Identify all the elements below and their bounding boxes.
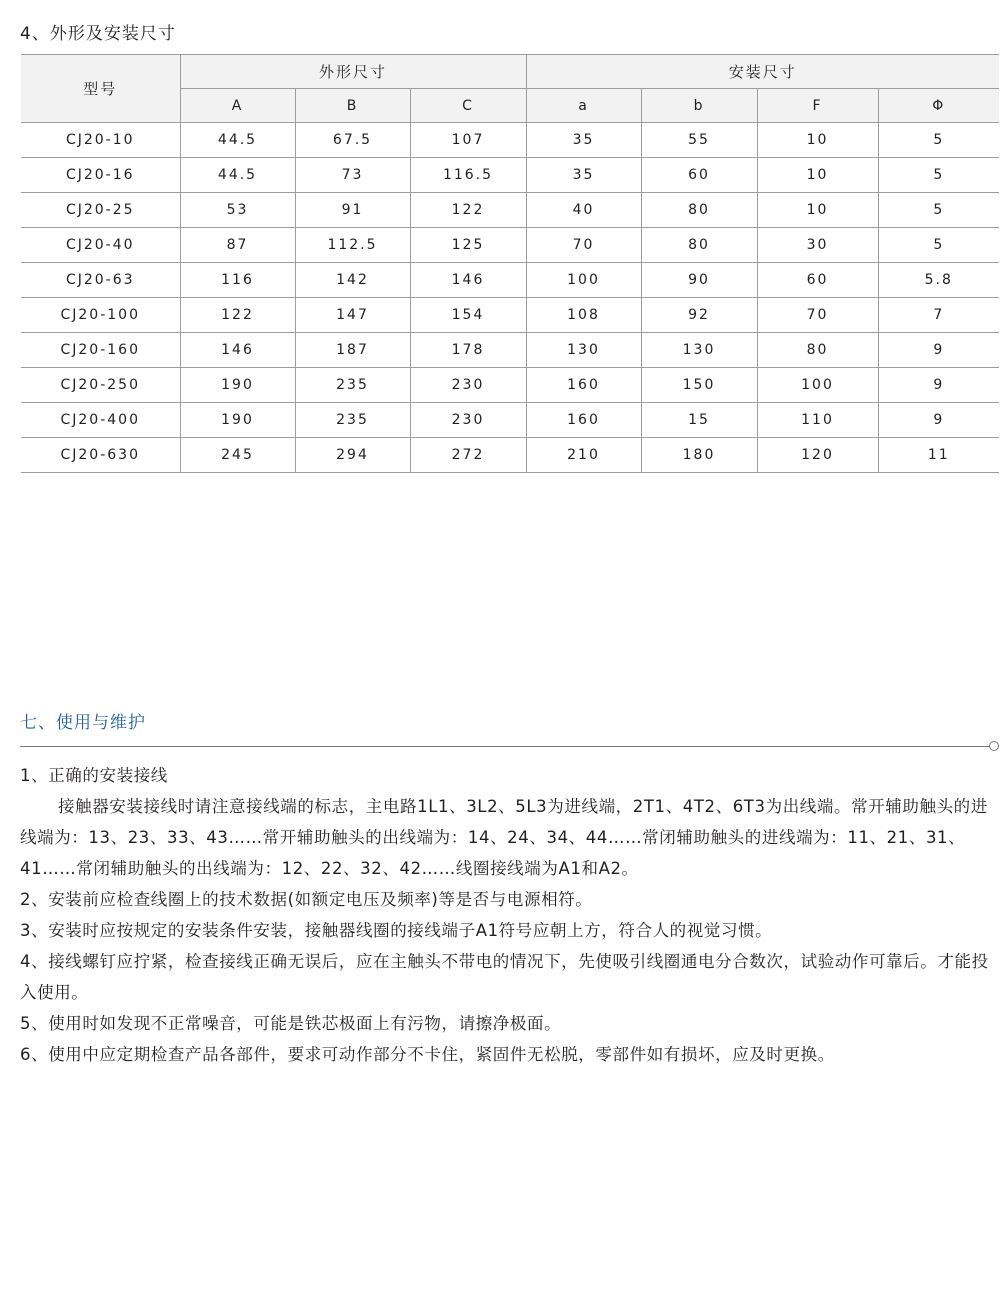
divider-end-circle bbox=[989, 741, 999, 751]
paragraph: 2、安装前应检查线圈上的技术数据(如额定电压及频率)等是否与电源相符。 bbox=[20, 890, 593, 909]
dimension-cell: 130 bbox=[641, 333, 757, 368]
dimension-cell: 53 bbox=[180, 193, 295, 228]
table-row bbox=[21, 438, 999, 473]
dimension-cell: 10 bbox=[757, 158, 878, 193]
dimension-cell: 40 bbox=[526, 193, 641, 228]
dimension-cell: 110 bbox=[757, 403, 878, 438]
dimension-cell: 160 bbox=[526, 368, 641, 403]
column-header: Φ bbox=[878, 89, 999, 123]
dimension-cell: 178 bbox=[410, 333, 526, 368]
table-row bbox=[21, 228, 999, 263]
dimension-cell: 70 bbox=[526, 228, 641, 263]
dimension-cell: 112.5 bbox=[295, 228, 410, 263]
table-row bbox=[21, 263, 999, 298]
column-header: C bbox=[410, 89, 526, 123]
dimension-cell: 5 bbox=[878, 228, 999, 263]
table-row bbox=[21, 298, 999, 333]
dimension-cell: 5 bbox=[878, 193, 999, 228]
dimension-cell: 10 bbox=[757, 123, 878, 158]
model-cell: CJ20-630 bbox=[21, 438, 180, 473]
dimension-cell: 120 bbox=[757, 438, 878, 473]
dimension-cell: 80 bbox=[757, 333, 878, 368]
paragraph: 4、接线螺钉应拧紧，检查接线正确无误后，应在主触头不带电的情况下，先使吸引线圈通电分合数次，试验动作可靠后。才能投入使用。 bbox=[20, 952, 989, 1002]
mounting-dimensions-header: 安装尺寸 bbox=[526, 55, 999, 89]
table-row bbox=[21, 193, 999, 228]
dimension-cell: 35 bbox=[526, 123, 641, 158]
dimension-cell: 60 bbox=[641, 158, 757, 193]
paragraph: 5、使用时如发现不正常噪音，可能是铁芯极面上有污物，请擦净极面。 bbox=[20, 1014, 562, 1033]
dimension-cell: 116.5 bbox=[410, 158, 526, 193]
maintenance-text bbox=[20, 760, 998, 1070]
dimension-cell: 9 bbox=[878, 333, 999, 368]
dimension-cell: 187 bbox=[295, 333, 410, 368]
dimension-cell: 5 bbox=[878, 158, 999, 193]
model-cell: CJ20-160 bbox=[21, 333, 180, 368]
dimension-cell: 11 bbox=[878, 438, 999, 473]
model-header: 型号 bbox=[21, 55, 180, 123]
model-cell: CJ20-25 bbox=[21, 193, 180, 228]
model-cell: CJ20-250 bbox=[21, 368, 180, 403]
dimension-cell: 190 bbox=[180, 403, 295, 438]
model-cell: CJ20-10 bbox=[21, 123, 180, 158]
table-row bbox=[21, 403, 999, 438]
table-row bbox=[21, 158, 999, 193]
model-cell: CJ20-40 bbox=[21, 228, 180, 263]
dimension-cell: 44.5 bbox=[180, 158, 295, 193]
paragraph: 1、正确的安装接线 bbox=[20, 766, 168, 785]
dimension-cell: 230 bbox=[410, 368, 526, 403]
dimensions-table bbox=[21, 54, 999, 473]
column-header: a bbox=[526, 89, 641, 123]
dimension-cell: 180 bbox=[641, 438, 757, 473]
dimension-cell: 70 bbox=[757, 298, 878, 333]
dimension-cell: 91 bbox=[295, 193, 410, 228]
dimension-cell: 235 bbox=[295, 368, 410, 403]
model-cell: CJ20-400 bbox=[21, 403, 180, 438]
dimension-cell: 150 bbox=[641, 368, 757, 403]
dimension-cell: 125 bbox=[410, 228, 526, 263]
dimension-cell: 60 bbox=[757, 263, 878, 298]
model-cell: CJ20-63 bbox=[21, 263, 180, 298]
dimension-cell: 142 bbox=[295, 263, 410, 298]
dimension-cell: 67.5 bbox=[295, 123, 410, 158]
dimension-cell: 230 bbox=[410, 403, 526, 438]
dimension-cell: 7 bbox=[878, 298, 999, 333]
section-heading: 4、外形及安装尺寸 bbox=[20, 24, 176, 44]
paragraph: 3、安装时应按规定的安装条件安装，接触器线圈的接线端子A1符号应朝上方，符合人的视觉习惯。 bbox=[20, 921, 773, 940]
dimension-cell: 272 bbox=[410, 438, 526, 473]
outline-dimensions-header: 外形尺寸 bbox=[180, 55, 526, 89]
dimension-cell: 80 bbox=[641, 193, 757, 228]
dimension-cell: 154 bbox=[410, 298, 526, 333]
table-row bbox=[21, 123, 999, 158]
dimension-cell: 130 bbox=[526, 333, 641, 368]
dimension-cell: 9 bbox=[878, 403, 999, 438]
column-header: A bbox=[180, 89, 295, 123]
dimension-cell: 107 bbox=[410, 123, 526, 158]
dimension-cell: 5 bbox=[878, 123, 999, 158]
dimension-cell: 160 bbox=[526, 403, 641, 438]
dimension-cell: 44.5 bbox=[180, 123, 295, 158]
dimension-cell: 146 bbox=[180, 333, 295, 368]
dimension-cell: 122 bbox=[410, 193, 526, 228]
dimension-cell: 10 bbox=[757, 193, 878, 228]
dimension-cell: 92 bbox=[641, 298, 757, 333]
dimension-cell: 35 bbox=[526, 158, 641, 193]
dimension-cell: 73 bbox=[295, 158, 410, 193]
dimension-cell: 55 bbox=[641, 123, 757, 158]
dimension-cell: 100 bbox=[526, 263, 641, 298]
dimension-cell: 90 bbox=[641, 263, 757, 298]
table-row bbox=[21, 368, 999, 403]
dimension-cell: 245 bbox=[180, 438, 295, 473]
dimension-cell: 30 bbox=[757, 228, 878, 263]
dimension-cell: 116 bbox=[180, 263, 295, 298]
dimension-cell: 100 bbox=[757, 368, 878, 403]
dimension-cell: 80 bbox=[641, 228, 757, 263]
paragraph: 6、使用中应定期检查产品各部件，要求可动作部分不卡住，紧固件无松脱，零部件如有损坏，应及时更换。 bbox=[20, 1045, 835, 1064]
dimension-cell: 294 bbox=[295, 438, 410, 473]
model-cell: CJ20-100 bbox=[21, 298, 180, 333]
dimension-cell: 5.8 bbox=[878, 263, 999, 298]
dimension-cell: 15 bbox=[641, 403, 757, 438]
dimension-cell: 87 bbox=[180, 228, 295, 263]
dimension-cell: 146 bbox=[410, 263, 526, 298]
column-header: b bbox=[641, 89, 757, 123]
title-divider bbox=[20, 746, 990, 747]
chapter-title: 七、使用与维护 bbox=[20, 713, 146, 733]
model-cell: CJ20-16 bbox=[21, 158, 180, 193]
paragraph: 接触器安装接线时请注意接线端的标志，主电路1L1、3L2、5L3为进线端，2T1、4T2、6T3为出线端。常开辅助触头的进线端为：13、23、33、43……常开辅助触头的出线端为：14、24、34、44……常闭辅助触头的进线端为：11、21、31、41……常闭辅助触头的出线端为：12、22、32、42……线圈接线端为A1和A2。 bbox=[20, 797, 988, 878]
dimension-cell: 210 bbox=[526, 438, 641, 473]
dimension-cell: 108 bbox=[526, 298, 641, 333]
dimension-cell: 190 bbox=[180, 368, 295, 403]
table-row bbox=[21, 333, 999, 368]
dimension-cell: 235 bbox=[295, 403, 410, 438]
column-header: F bbox=[757, 89, 878, 123]
dimension-cell: 147 bbox=[295, 298, 410, 333]
column-header: B bbox=[295, 89, 410, 123]
dimension-cell: 122 bbox=[180, 298, 295, 333]
dimension-cell: 9 bbox=[878, 368, 999, 403]
